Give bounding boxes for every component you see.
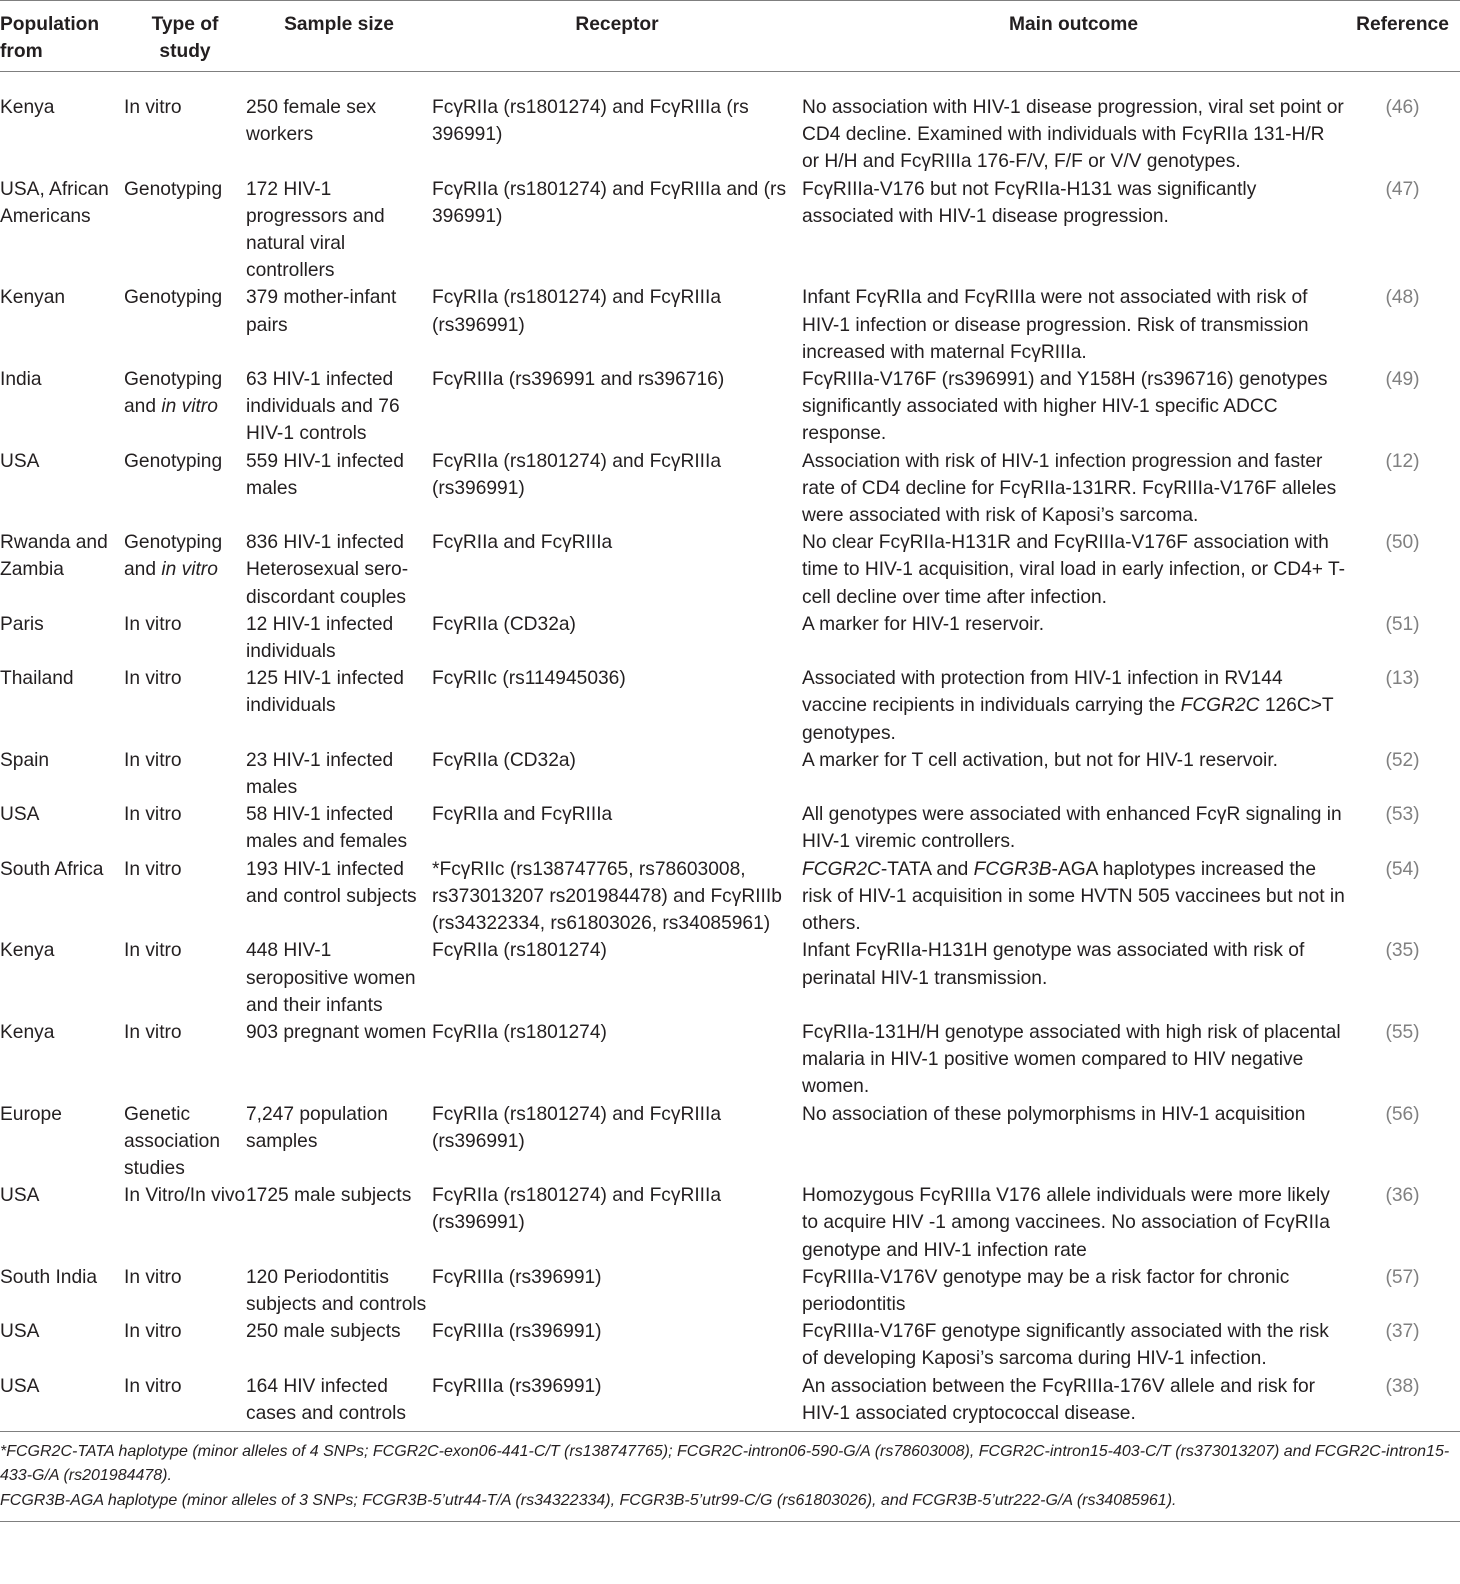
cell-sample-size: 12 HIV-1 infected individuals — [246, 613, 394, 663]
cell-type-of-study: In vitro — [124, 97, 182, 118]
cell-main-outcome: Associated with protection from HIV-1 infection in RV144 vaccine recipients in individuals carrying the FCGR2C 126C>T genotypes. — [802, 668, 1334, 744]
cell-receptor: FcγRIIIa (rs396991) — [432, 1266, 602, 1288]
cell-main-outcome: FcγRIIIa-V176F (rs396991) and Y158H (rs396716) genotypes significantly associated with higher HIV-1 specific ADCC response. — [802, 369, 1328, 445]
cell-population: Thailand — [0, 668, 74, 690]
cell-sample-size: 172 HIV-1 progressors and natural viral controllers — [246, 178, 385, 282]
cell-reference: (49) — [1385, 369, 1420, 391]
cell-sample-size: 448 HIV-1 seropositive women and their infants — [246, 940, 416, 1016]
cell-reference: (54) — [1385, 858, 1420, 880]
cell-receptor: FcγRIIa (rs1801274) and FcγRIIIa (rs396991) — [432, 450, 721, 499]
cell-type-of-study: In Vitro/In vivo — [124, 1185, 246, 1207]
cell-reference: (56) — [1385, 1103, 1420, 1125]
cell-receptor: FcγRIIa (rs1801274) and FcγRIIIa (rs 396991) — [432, 97, 749, 146]
cell-population: India — [0, 369, 42, 391]
cell-sample-size: 379 mother-infant pairs — [246, 287, 397, 336]
table-row — [0, 747, 1460, 801]
cell-receptor: FcγRIIa and FcγRIIIa — [432, 532, 613, 554]
table-row — [0, 366, 1460, 448]
table-row — [0, 937, 1460, 1019]
cell-type-of-study: Genotyping — [124, 450, 223, 472]
cell-main-outcome: FcγRIIIa-V176V genotype may be a risk factor for chronic periodontitis — [802, 1266, 1290, 1315]
header-outcome: Main outcome — [1009, 14, 1138, 35]
table-row — [0, 72, 1460, 176]
cell-reference: (38) — [1385, 1375, 1420, 1397]
cell-sample-size: 1725 male subjects — [246, 1185, 412, 1207]
cell-type-of-study: In vitro — [124, 1375, 182, 1397]
table-footnotes — [0, 1431, 1460, 1523]
cell-reference: (55) — [1385, 1021, 1420, 1043]
cell-reference: (47) — [1385, 178, 1420, 200]
cell-type-of-study: In vitro — [124, 1021, 182, 1043]
cell-receptor: FcγRIIIa (rs396991 and rs396716) — [432, 369, 725, 391]
table-row — [0, 448, 1460, 530]
table-row — [0, 1101, 1460, 1183]
cell-main-outcome: Infant FcγRIIa-H131H genotype was associated with risk of perinatal HIV-1 transmission. — [802, 940, 1305, 989]
cell-main-outcome: FcγRIIIa-V176F genotype significantly associated with the risk of developing Kaposi’s sarcoma during HIV-1 infection. — [802, 1321, 1329, 1370]
cell-sample-size: 23 HIV-1 infected males — [246, 749, 394, 799]
cell-receptor: FcγRIIa (rs1801274) and FcγRIIIa (rs396991) — [432, 1185, 721, 1234]
table-header — [0, 1, 1460, 72]
cell-type-of-study: In vitro — [124, 1266, 182, 1288]
cell-main-outcome: Homozygous FcγRIIIa V176 allele individuals were more likely to acquire HIV -1 among vaccinees. No association of FcγRIIa genotype and HIV-1 infection rate — [802, 1185, 1330, 1261]
cell-main-outcome: All genotypes were associated with enhanced FcγR signaling in HIV-1 viremic controllers. — [802, 804, 1342, 853]
cell-population: USA, African Americans — [0, 178, 109, 227]
cell-sample-size: 836 HIV-1 infected Heterosexual sero-discordant couples — [246, 532, 409, 608]
table-row — [0, 529, 1460, 611]
table-row — [0, 1373, 1460, 1427]
cell-main-outcome: FcγRIIIa-V176 but not FcγRIIa-H131 was significantly associated with HIV-1 disease progression. — [802, 178, 1257, 227]
cell-sample-size: 58 HIV-1 infected males and females — [246, 804, 408, 853]
cell-receptor: FcγRIIIa (rs396991) — [432, 1375, 602, 1397]
cell-population: Europe — [0, 1103, 62, 1125]
cell-main-outcome: Association with risk of HIV-1 infection progression and faster rate of CD4 decline for FcγRIIa-131RR. FcγRIIIa-V176F alleles were associated with risk of Kaposi’s sarcoma. — [802, 450, 1337, 527]
cell-main-outcome: No clear FcγRIIa-H131R and FcγRIIIa-V176F association with time to HIV-1 acquisition, viral load in early infection, or CD4+ T-cell decline over time after infection. — [802, 532, 1346, 608]
cell-main-outcome: An association between the FcγRIIIa-176V allele and risk for HIV-1 associated cryptococcal disease. — [802, 1375, 1316, 1424]
header-receptor: Receptor — [575, 14, 659, 35]
cell-main-outcome: No association of these polymorphisms in HIV-1 acquisition — [802, 1103, 1306, 1125]
header-sample: Sample size — [284, 14, 394, 35]
table-row — [0, 665, 1460, 747]
cell-type-of-study: Genotyping — [124, 287, 223, 309]
cell-population: USA — [0, 450, 40, 472]
table-row — [0, 1264, 1460, 1318]
cell-reference: (46) — [1385, 97, 1420, 118]
cell-reference: (13) — [1385, 668, 1420, 690]
cell-type-of-study: In vitro — [124, 804, 182, 826]
cell-sample-size: 903 pregnant women — [246, 1021, 427, 1043]
cell-receptor: FcγRIIa (rs1801274) — [432, 940, 607, 962]
table-row — [0, 1318, 1460, 1372]
cell-type-of-study: Genetic association studies — [124, 1103, 220, 1179]
cell-receptor: *FcγRIIc (rs138747765, rs78603008, rs373013207 rs201984478) and FcγRIIIb (rs34322334, rs61803026, rs34085961) — [432, 858, 782, 935]
cell-sample-size: 559 HIV-1 infected males — [246, 450, 404, 499]
cell-type-of-study: In vitro — [124, 1321, 182, 1343]
cell-population: Rwanda and Zambia — [0, 532, 108, 581]
cell-population: Kenya — [0, 1021, 55, 1043]
cell-population: Kenya — [0, 940, 55, 962]
table-row — [0, 856, 1460, 938]
cell-population: Kenya — [0, 97, 55, 118]
cell-population: Paris — [0, 613, 44, 635]
table-row — [0, 1182, 1460, 1264]
table-row — [0, 176, 1460, 285]
cell-receptor: FcγRIIa and FcγRIIIa — [432, 804, 613, 826]
table-row — [0, 611, 1460, 665]
cell-reference: (37) — [1385, 1321, 1420, 1343]
cell-population: South India — [0, 1266, 98, 1288]
cell-population: Spain — [0, 749, 50, 771]
cell-main-outcome: FCGR2C-TATA and FCGR3B-AGA haplotypes increased the risk of HIV-1 acquisition in some HVTN 505 vaccinees but not in others. — [802, 858, 1345, 935]
cell-type-of-study: Genotyping and in vitro — [124, 369, 223, 418]
footnote-1: *FCGR2C-TATA haplotype (minor alleles of 4 SNPs; FCGR2C-exon06-441-C/T (rs138747765); FCGR2C-intron06-590-G/A (rs78603008), FCGR2C-intron15-403-C/T (rs373013207) and FCGR2C-intron15-433-G/A (rs201984478). — [0, 1442, 1450, 1485]
cell-sample-size: 63 HIV-1 infected individuals and 76 HIV-1 controls — [246, 369, 400, 445]
cell-type-of-study: In vitro — [124, 749, 182, 771]
cell-receptor: FcγRIIc (rs114945036) — [432, 668, 626, 690]
cell-receptor: FcγRIIa (CD32a) — [432, 613, 576, 635]
cell-type-of-study: In vitro — [124, 668, 182, 690]
cell-reference: (36) — [1385, 1185, 1420, 1207]
cell-reference: (35) — [1385, 940, 1420, 962]
cell-population: USA — [0, 1185, 40, 1207]
cell-sample-size: 250 female sex workers — [246, 97, 377, 146]
cell-sample-size: 7,247 population samples — [246, 1103, 388, 1152]
cell-sample-size: 164 HIV infected cases and controls — [246, 1375, 406, 1424]
table-body — [0, 72, 1460, 1427]
cell-reference: (51) — [1385, 613, 1420, 635]
cell-reference: (48) — [1385, 287, 1420, 309]
cell-type-of-study: In vitro — [124, 613, 182, 635]
cell-reference: (52) — [1385, 749, 1420, 771]
cell-receptor: FcγRIIIa (rs396991) — [432, 1321, 602, 1343]
cell-sample-size: 193 HIV-1 infected and control subjects — [246, 858, 417, 907]
footnote-2: FCGR3B-AGA haplotype (minor alleles of 3 SNPs; FCGR3B-5’utr44-T/A (rs34322334), FCGR3B-5’utr99-C/G (rs61803026), and FCGR3B-5’utr222-G/A (rs34085961). — [0, 1491, 1177, 1509]
cell-main-outcome: A marker for HIV-1 reservoir. — [802, 613, 1045, 635]
cell-reference: (50) — [1385, 532, 1420, 554]
cell-population: Kenyan — [0, 287, 66, 309]
cell-main-outcome: No association with HIV-1 disease progression, viral set point or CD4 decline. Examined with individuals with FcγRIIa 131-H/R or H/H and FcγRIIIa 176-F/V, F/F or V/V genotypes. — [802, 97, 1344, 173]
cell-population: USA — [0, 1321, 40, 1343]
cell-type-of-study: In vitro — [124, 858, 182, 880]
cell-reference: (12) — [1385, 450, 1420, 472]
cell-population: USA — [0, 804, 40, 826]
cell-receptor: FcγRIIa (rs1801274) and FcγRIIIa and (rs 396991) — [432, 178, 787, 227]
cell-reference: (57) — [1385, 1266, 1420, 1288]
cell-sample-size: 125 HIV-1 infected individuals — [246, 668, 404, 717]
cell-type-of-study: Genotyping and in vitro — [124, 532, 223, 581]
cell-receptor: FcγRIIa (rs1801274) and FcγRIIIa (rs396991) — [432, 287, 721, 336]
cell-type-of-study: Genotyping — [124, 178, 223, 200]
header-reference: Reference — [1356, 14, 1449, 35]
header-population: Population from — [0, 14, 100, 62]
cell-reference: (53) — [1385, 804, 1420, 826]
header-type: Type of study — [151, 14, 219, 62]
table-row — [0, 1019, 1460, 1101]
cell-sample-size: 250 male subjects — [246, 1321, 401, 1343]
cell-type-of-study: In vitro — [124, 940, 182, 962]
table-row — [0, 801, 1460, 855]
table-row — [0, 284, 1460, 366]
cell-receptor: FcγRIIa (rs1801274) — [432, 1021, 607, 1043]
cell-population: USA — [0, 1375, 40, 1397]
cell-receptor: FcγRIIa (CD32a) — [432, 749, 576, 771]
cell-population: South Africa — [0, 858, 104, 880]
cell-sample-size: 120 Periodontitis subjects and controls — [246, 1266, 427, 1315]
cell-receptor: FcγRIIa (rs1801274) and FcγRIIIa (rs396991) — [432, 1103, 721, 1152]
cell-main-outcome: Infant FcγRIIa and FcγRIIIa were not associated with risk of HIV-1 infection or disease progression. Risk of transmission increased with maternal FcγRIIIa. — [802, 287, 1309, 363]
cell-main-outcome: FcγRIIa-131H/H genotype associated with high risk of placental malaria in HIV-1 positive women compared to HIV negative women. — [802, 1021, 1341, 1098]
cell-main-outcome: A marker for T cell activation, but not for HIV-1 reservoir. — [802, 749, 1278, 771]
